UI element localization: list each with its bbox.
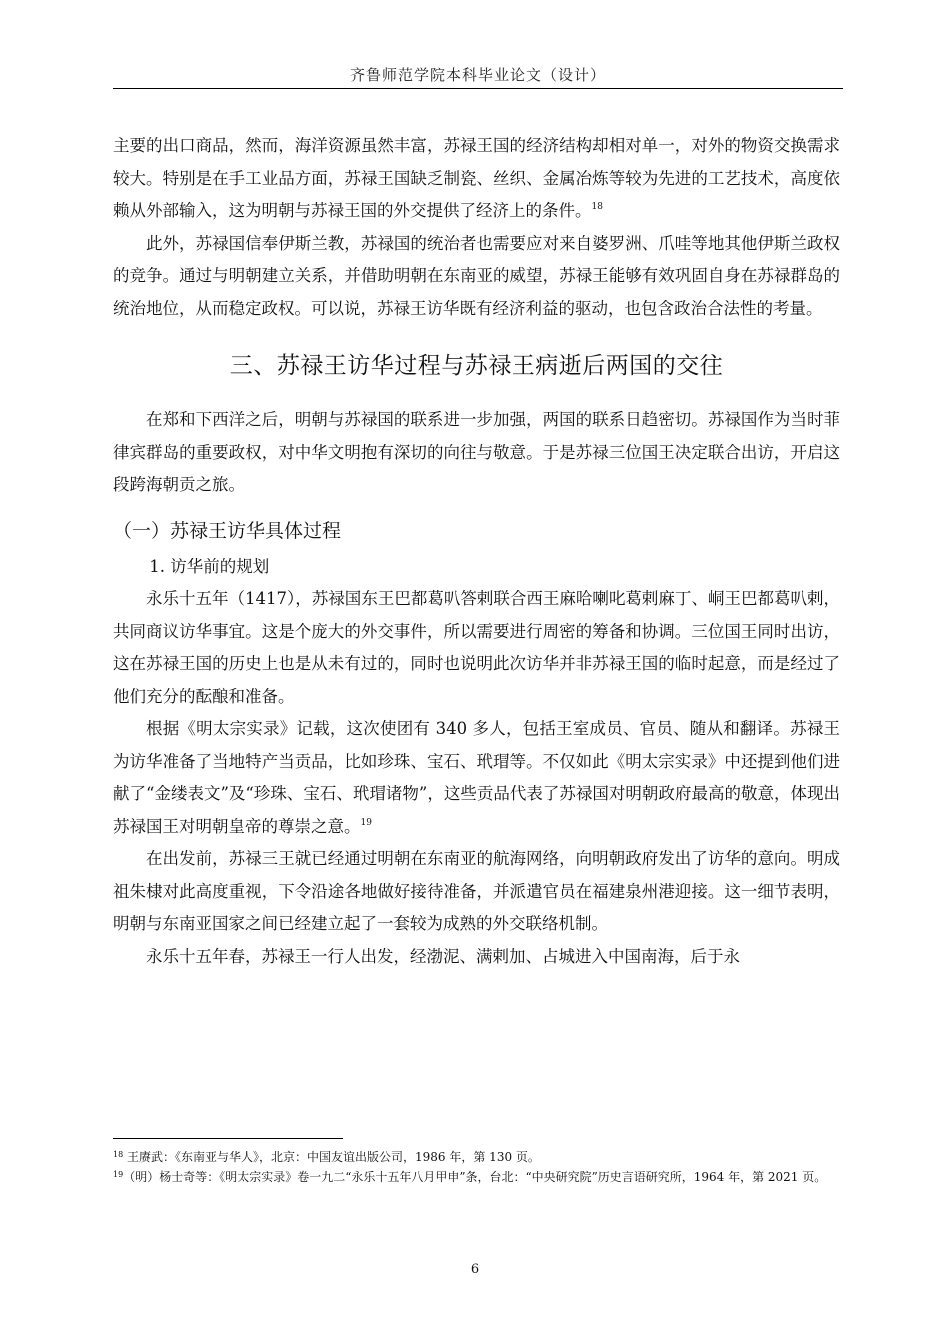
footnote-ref-18[interactable]: 18 [591, 202, 603, 212]
paragraph-1-text: 主要的出口商品，然而，海洋资源虽然丰富，苏禄王国的经济结构却相对单一，对外的物资交换需求较大。特别是在手工业品方面，苏禄王国缺乏制瓷、丝织、金属冶炼等较为先进的工艺技术，高度依赖从外部输入，这为明朝与苏禄王国的外交提供了经济上的条件。 [113, 136, 840, 220]
footnote-ref-19[interactable]: 19 [360, 817, 372, 828]
body-text [113, 130, 840, 973]
paragraph-4: 永乐十五年（1417），苏禄国东王巴都葛叭答剌联合西王麻哈喇叱葛剌麻丁、峒王巴都葛叭剌，共同商议访华事宜。这是个庞大的外交事件，所以需要进行周密的筹备和协调。三位国王同时出访，这在苏禄王国的历史上也是从未有过的，同时也说明此次访华并非苏禄王国的临时起意，而是经过了他们充分的酝酿和准备。 [113, 589, 840, 706]
footnotes [113, 1147, 840, 1187]
header-rule [113, 88, 843, 89]
paragraph-5 [113, 713, 840, 843]
page-number: 6 [470, 1262, 480, 1277]
paragraph-6: 在出发前，苏禄三王就已经通过明朝在东南亚的航海网络，向明朝政府发出了访华的意向。明成祖朱棣对此高度重视，下令沿途各地做好接待准备，并派遣官员在福建泉州港迎接。这一细节表明，明朝与东南亚国家之间已经建立起了一套较为成熟的外交联络机制。 [113, 849, 840, 933]
running-header: 齐鲁师范学院本科毕业论文（设计） [349, 66, 606, 84]
footnote-19-text: （明）杨士奇等：《明太宗实录》卷一九二“永乐十五年八月甲申”条，台北：“中央研究院”历史言语研究所，1964 年，第 2021 页。 [123, 1170, 827, 1184]
list-item-1: 1. 访华前的规划 [149, 556, 270, 576]
paragraph-7: 永乐十五年春，苏禄王一行人出发，经渤泥、满剌加、占城进入中国南海，后于永 [146, 946, 740, 966]
footnote-19-number: 19 [113, 1170, 124, 1179]
footnote-18 [113, 1147, 840, 1167]
footnote-rule [113, 1138, 343, 1139]
footnote-18-text: 王赓武：《东南亚与华人》，北京：中国友谊出版公司，1986 年，第 130 页。 [127, 1150, 540, 1164]
section-heading: 三、苏禄王访华过程与苏禄王病逝后两国的交往 [229, 353, 724, 379]
paragraph-2: 此外，苏禄国信奉伊斯兰教，苏禄国的统治者也需要应对来自婆罗洲、爪哇等地其他伊斯兰政权的竞争。通过与明朝建立关系，并借助明朝在东南亚的威望，苏禄王能够有效巩固自身在苏禄群岛的统治地位，从而稳定政权。可以说，苏禄王访华既有经济利益的驱动，也包含政治合法性的考量。 [113, 233, 840, 318]
paragraph-5-text: 根据《明太宗实录》记载，这次使团有 340 多人，包括王室成员、官员、随从和翻译。苏禄王为访华准备了当地特产当贡品，比如珍珠、宝石、玳瑁等。不仅如此《明太宗实录》中还提到他们进献了“金缕表文”及“珍珠、宝石、玳瑁诸物”，这些贡品代表了苏禄国对明朝政府最高的敬意，体现出苏禄国王对明朝皇帝的尊崇之意。 [113, 719, 840, 836]
paragraph-1 [113, 130, 840, 228]
footnote-18-number: 18 [113, 1150, 124, 1159]
subsection-heading: （一）苏禄王访华具体过程 [113, 519, 342, 542]
paragraph-3: 在郑和下西洋之后，明朝与苏禄国的联系进一步加强，两国的联系日趋密切。苏禄国作为当时菲律宾群岛的重要政权，对中华文明抱有深切的向往与敬意。于是苏禄三位国王决定联合出访，开启这段跨海朝贡之旅。 [113, 410, 840, 494]
footnote-19 [113, 1167, 840, 1187]
